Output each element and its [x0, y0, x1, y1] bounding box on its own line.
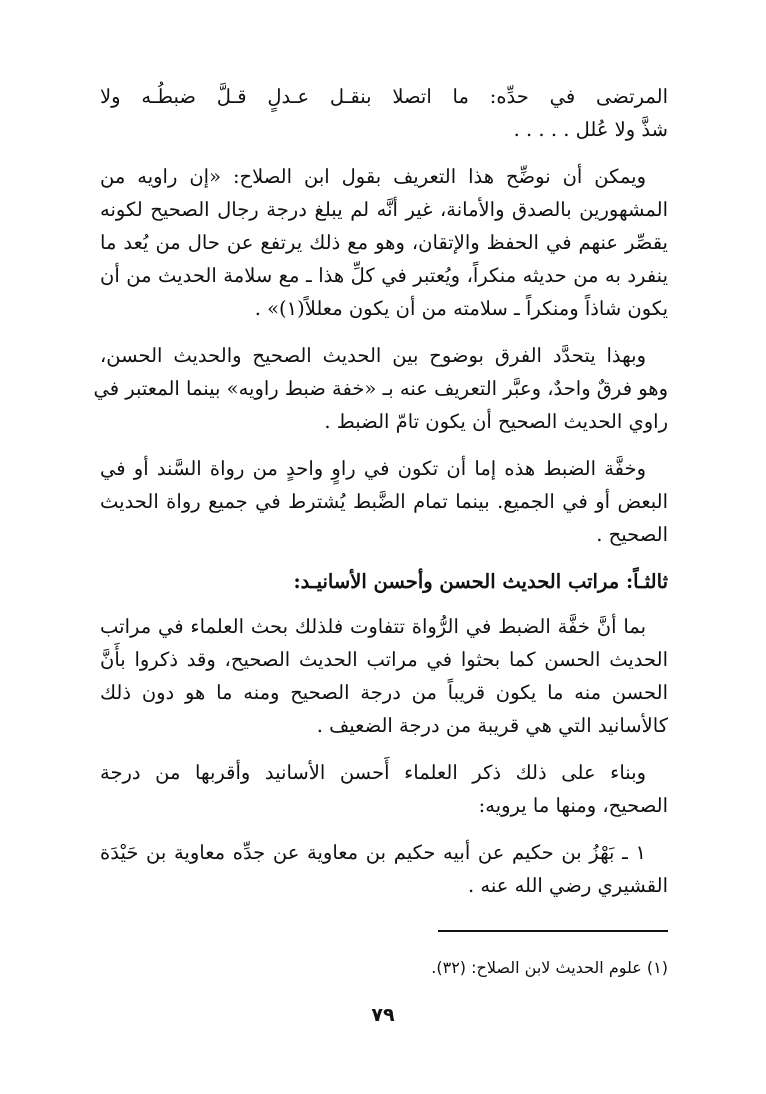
paragraph-1-line-4: ينفرد به من حديثه منكراً، ويُعتبر في كلِّ هذا ـ مع سلامة الحديث من أن [100, 264, 668, 287]
paragraph-3 [100, 452, 668, 551]
paragraph-6 [100, 836, 668, 902]
paragraph-4 [100, 610, 668, 742]
paragraph-5 [100, 756, 668, 822]
paragraph-6-line-1: ١ ـ بَهْزُ بن حكيم عن أبيه حكيم بن معاوية عن جدِّه معاوية بن حَيْدَة [100, 841, 646, 864]
paragraph-5-line-2: الصحيح، ومنها ما يرويه: [478, 794, 668, 817]
page-number: ٧٩ [371, 1004, 395, 1026]
poem-line-2: شذَّ ولا عُلل . . . . . [513, 118, 668, 141]
paragraph-3-line-3: الصحيح . [596, 523, 668, 546]
paragraph-4-line-1: بما أنَّ خفَّة الضبط في الرُّواة تتفاوت فلذلك بحث العلماء في مراتب [100, 615, 646, 638]
paragraph-1-line-5: يكون شاذاً ومنكراً ـ سلامته من أن يكون معللاً(١)» . [254, 297, 668, 320]
footnote-divider [438, 930, 668, 932]
paragraph-2 [93, 339, 668, 438]
page-body [93, 80, 668, 916]
paragraph-1 [100, 160, 668, 325]
paragraph-4-line-3: الحسن منه ما يكون قريباً من درجة الصحيح ومنه ما هو دون ذلك [100, 681, 668, 704]
poem-line-1: المرتضى في حدِّه: ما اتصلا بنقـل عـدلٍ قـلَّ ضبطُـه ولا [100, 85, 668, 108]
section-heading: ثالثـاً: مراتب الحديث الحسن وأحسن الأسانيـد: [293, 570, 668, 593]
paragraph-2-line-1: وبهذا يتحدَّد الفرق بوضوح بين الحديث الصحيح والحديث الحسن، [100, 344, 646, 367]
paragraph-3-line-1: وخفَّة الضبط هذه إما أن تكون في راوٍ واحدٍ من رواة السَّند أو في [100, 457, 646, 480]
paragraph-2-line-2: وهو فرقٌ واحدٌ، وعبَّر التعريف عنه بـ «خفة ضبط راويه» بينما المعتبر في [93, 377, 668, 400]
paragraph-6-line-2: القشيري رضي الله عنه . [468, 874, 668, 897]
paragraph-4-line-4: كالأسانيد التي هي قريبة من درجة الضعيف . [316, 714, 668, 737]
paragraph-3-line-2: البعض أو في الجميع. بينما تمام الضَّبط يُشترط في جميع رواة الحديث [100, 490, 668, 513]
paragraph-1-line-1: ويمكن أن نوضِّح هذا التعريف بقول ابن الصلاح: «إن راويه من [100, 165, 646, 188]
poem-verse [100, 80, 668, 146]
paragraph-5-line-1: وبناء على ذلك ذكر العلماء أَحسن الأسانيد وأقربها من درجة [100, 761, 646, 784]
paragraph-2-line-3: راوي الحديث الصحيح أن يكون تامّ الضبط . [324, 410, 668, 433]
footnote: (١) علوم الحديث لابن الصلاح: (٣٢). [431, 958, 668, 977]
paragraph-4-line-2: الحديث الحسن كما بحثوا في مراتب الحديث الصحيح، وقد ذكروا بأَنَّ [100, 648, 668, 671]
paragraph-1-line-2: المشهورين بالصدق والأمانة، غير أنَّه لم يبلغ درجة رجال الصحيح لكونه [100, 198, 668, 221]
paragraph-1-line-3: يقصِّر عنهم في الحفظ والإتقان، وهو مع ذلك يرتفع عن حال من يُعد ما [100, 231, 668, 254]
